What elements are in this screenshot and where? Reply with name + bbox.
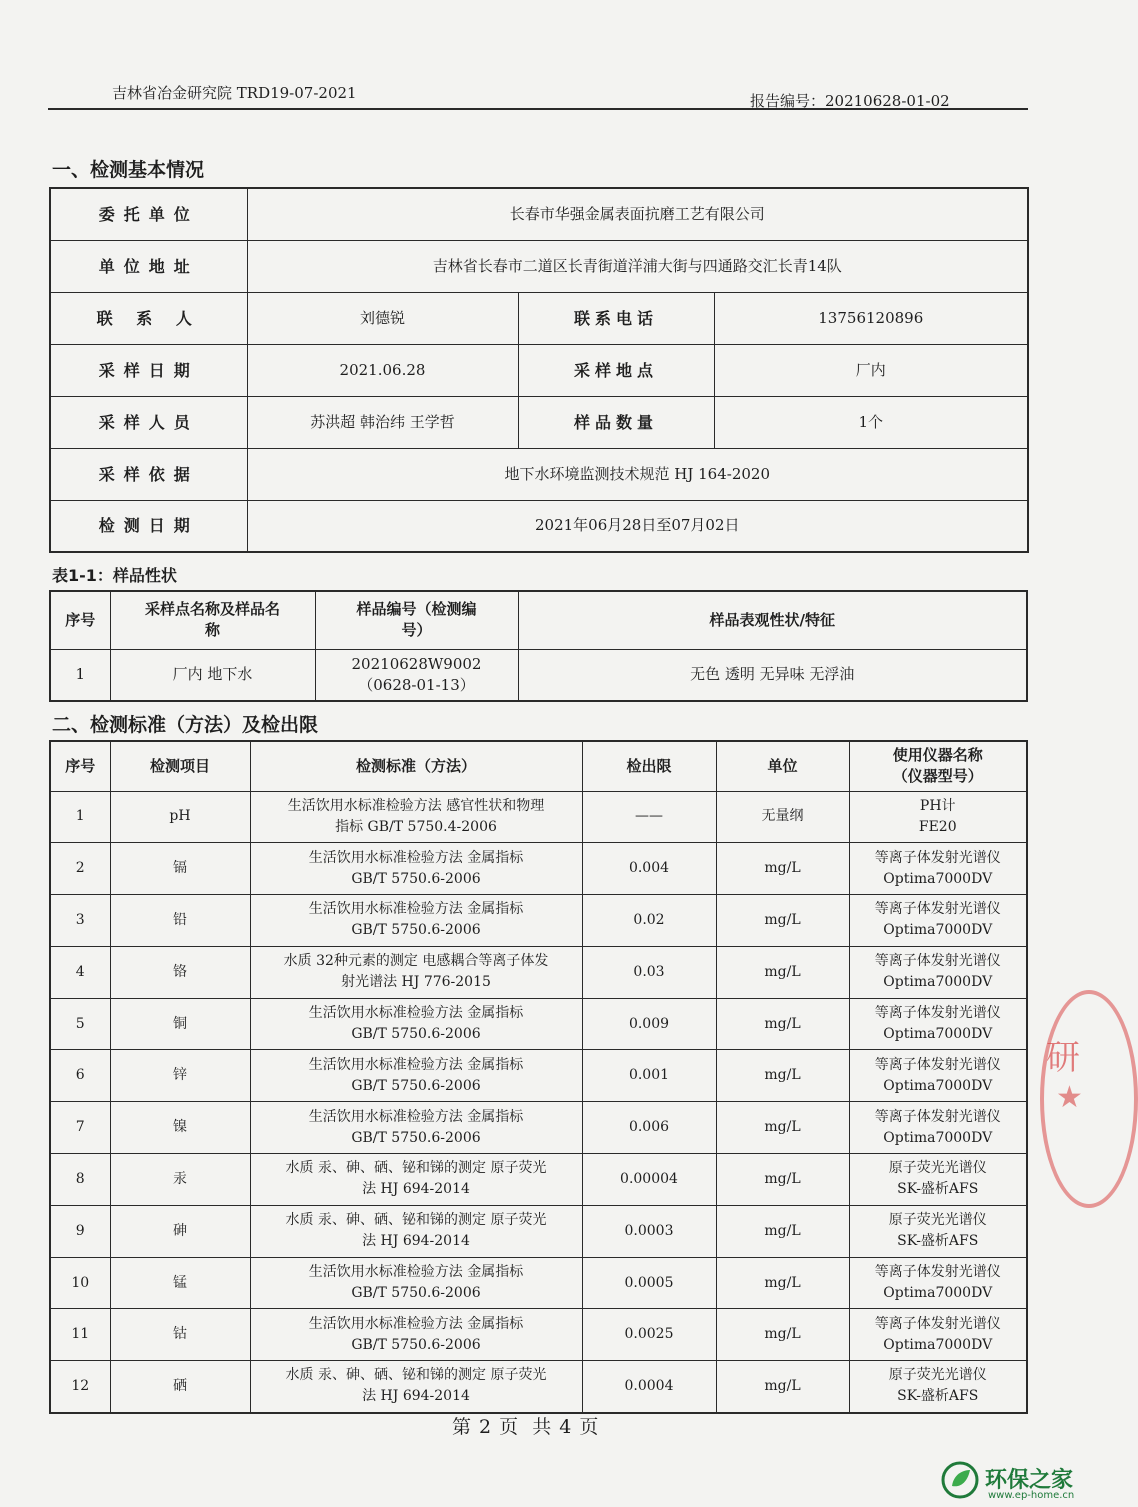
page-footer	[452, 1412, 605, 1439]
table1-header-name: 采样点名称及样品名称	[110, 591, 315, 649]
method-no-line: 10	[71, 1274, 90, 1291]
method-item	[110, 1102, 250, 1154]
method-limit-line: 0.0003	[624, 1222, 674, 1239]
sample-qty-label: 样品数量	[518, 396, 714, 448]
method-unit	[716, 1205, 849, 1257]
method-instrument-line: 等离子体发射光谱仪	[874, 1108, 1001, 1125]
method-limit-line: ——	[635, 808, 663, 825]
method-row	[50, 1257, 1027, 1309]
method-instrument-line: SK-盛析AFS	[897, 1233, 979, 1250]
method-instrument	[849, 791, 1027, 843]
method-standard	[250, 1257, 582, 1309]
method-no	[50, 1205, 110, 1257]
method-no	[50, 1257, 110, 1309]
method-unit-line: mg/L	[764, 963, 801, 980]
header-institute: 吉林省冶金研究院 TRD19-07-2021	[112, 84, 357, 102]
method-item-line: 铅	[173, 911, 187, 928]
table1-row	[50, 649, 1027, 701]
method-standard-line: 生活饮用水标准检验方法 金属指标	[308, 901, 524, 918]
method-standard-line: GB/T 5750.6-2006	[351, 1077, 481, 1094]
method-no-line: 4	[75, 963, 85, 980]
section2-title: 二、检测标准（方法）及检出限	[52, 714, 319, 736]
table1-header-appearance: 样品表观性状/特征	[518, 591, 1027, 649]
method-row	[50, 843, 1027, 895]
client-label: 委托单位	[50, 188, 247, 240]
footer-total: 共 4 页	[532, 1416, 600, 1438]
method-limit-line: 0.0004	[624, 1377, 674, 1394]
method-no	[50, 1309, 110, 1361]
sample-date-label: 采样日期	[50, 344, 247, 396]
method-item-line: 镉	[173, 860, 187, 877]
method-header-item: 检测项目	[110, 741, 250, 791]
method-standard	[250, 1050, 582, 1102]
table1-name: 厂内 地下水	[110, 649, 315, 701]
method-no-line: 8	[75, 1170, 85, 1187]
method-limit-line: 0.0005	[624, 1274, 674, 1291]
method-header-standard: 检测标准（方法）	[250, 741, 582, 791]
method-no-line: 11	[71, 1326, 90, 1343]
header-divider	[48, 108, 1028, 110]
section1-title: 一、检测基本情况	[52, 159, 205, 181]
watermark-name: 环保之家	[985, 1468, 1074, 1493]
method-instrument-line: 原子荧光光谱仪	[888, 1160, 987, 1177]
method-instrument	[849, 946, 1027, 998]
method-instrument	[849, 1102, 1027, 1154]
method-header-instrument-cell	[849, 741, 1027, 791]
method-item-line: 钴	[173, 1326, 187, 1343]
method-instrument	[849, 843, 1027, 895]
method-unit	[716, 998, 849, 1050]
basis-value: 地下水环境监测技术规范 HJ 164-2020	[247, 448, 1028, 500]
table1-caption: 表1-1：样品性状	[52, 566, 177, 585]
method-unit-line: mg/L	[764, 1377, 801, 1394]
table1-header-row	[50, 591, 1027, 649]
client-value: 长春市华强金属表面抗磨工艺有限公司	[247, 188, 1028, 240]
method-instrument-line: 等离子体发射光谱仪	[874, 1264, 1001, 1281]
method-instrument-line: Optima7000DV	[883, 1129, 993, 1146]
method-standard-line: 法 HJ 694-2014	[362, 1181, 470, 1198]
method-limit-line: 0.00004	[620, 1170, 678, 1187]
method-row	[50, 895, 1027, 947]
sampler-value: 苏洪超 韩治纬 王学哲	[247, 396, 518, 448]
method-standard-line: 水质 32种元素的测定 电感耦合等离子体发	[283, 953, 549, 970]
method-item-line: 汞	[173, 1170, 187, 1187]
row-test-date	[50, 500, 1028, 552]
method-limit-line: 0.03	[633, 963, 665, 980]
method-limit-line: 0.001	[628, 1067, 670, 1084]
sample-date-value: 2021.06.28	[247, 344, 518, 396]
method-item	[110, 843, 250, 895]
row-sampler	[50, 396, 1028, 448]
method-instrument-line: Optima7000DV	[883, 974, 993, 991]
method-standard-line: 生活饮用水标准检验方法 感官性状和物理	[287, 797, 545, 814]
method-no	[50, 1102, 110, 1154]
method-no	[50, 998, 110, 1050]
method-limit	[582, 1257, 716, 1309]
method-row	[50, 1361, 1027, 1413]
sample-place-label: 采样地点	[518, 344, 714, 396]
method-unit-line: mg/L	[764, 911, 801, 928]
method-instrument-line: 等离子体发射光谱仪	[874, 1315, 1001, 1332]
method-standard-line: 生活饮用水标准检验方法 金属指标	[308, 1005, 524, 1022]
method-standard-line: 法 HJ 694-2014	[362, 1388, 470, 1405]
method-instrument	[849, 1257, 1027, 1309]
sample-place-value: 厂内	[714, 344, 1028, 396]
method-instrument-line: 等离子体发射光谱仪	[874, 1005, 1001, 1022]
method-header-limit: 检出限	[582, 741, 716, 791]
method-no	[50, 946, 110, 998]
method-limit	[582, 1154, 716, 1206]
method-instrument	[849, 1050, 1027, 1102]
method-item	[110, 1205, 250, 1257]
method-standard-line: 水质 汞、砷、硒、铋和锑的测定 原子荧光	[285, 1212, 547, 1229]
method-instrument	[849, 1154, 1027, 1206]
method-item-line: 硒	[173, 1377, 187, 1394]
method-limit-line: 0.009	[628, 1015, 670, 1032]
method-row	[50, 1102, 1027, 1154]
method-standard-line: 法 HJ 694-2014	[362, 1233, 470, 1250]
method-standard-line: 水质 汞、砷、硒、铋和锑的测定 原子荧光	[285, 1160, 547, 1177]
method-item	[110, 998, 250, 1050]
contact-label: 联 系 人	[50, 292, 247, 344]
method-table	[49, 740, 1028, 1414]
method-standard	[250, 1154, 582, 1206]
method-no	[50, 1050, 110, 1102]
test-date-value: 2021年06月28日至07月02日	[247, 500, 1028, 552]
method-unit	[716, 946, 849, 998]
method-unit	[716, 1257, 849, 1309]
method-unit-line: mg/L	[764, 1326, 801, 1343]
method-instrument-line: SK-盛析AFS	[897, 1181, 979, 1198]
method-row	[50, 791, 1027, 843]
method-item	[110, 1050, 250, 1102]
method-item	[110, 946, 250, 998]
method-limit	[582, 1309, 716, 1361]
method-header-no: 序号	[50, 741, 110, 791]
method-instrument-line: 等离子体发射光谱仪	[874, 953, 1001, 970]
method-item-line: 砷	[173, 1222, 187, 1239]
method-limit	[582, 1205, 716, 1257]
method-standard-line: 水质 汞、砷、硒、铋和锑的测定 原子荧光	[285, 1367, 547, 1384]
sample-qty-value: 1个	[714, 396, 1028, 448]
row-contact	[50, 292, 1028, 344]
method-limit-line: 0.006	[628, 1119, 670, 1136]
method-standard-line: GB/T 5750.6-2006	[351, 870, 481, 887]
method-instrument-line: 原子荧光光谱仪	[888, 1367, 987, 1384]
stamp-text: 研	[1046, 1038, 1080, 1078]
sample-property-table	[49, 590, 1028, 702]
method-limit-line: 0.004	[628, 860, 670, 877]
method-item	[110, 1309, 250, 1361]
method-item-line: pH	[169, 808, 191, 825]
method-instrument-line: SK-盛析AFS	[897, 1388, 979, 1405]
method-item	[110, 1154, 250, 1206]
row-address	[50, 240, 1028, 292]
row-client	[50, 188, 1028, 240]
phone-value: 13756120896	[714, 292, 1028, 344]
method-instrument-line: Optima7000DV	[883, 1077, 993, 1094]
method-no	[50, 791, 110, 843]
method-instrument-line: 等离子体发射光谱仪	[874, 849, 1001, 866]
method-standard-line: 射光谱法 HJ 776-2015	[341, 974, 491, 991]
method-standard	[250, 1102, 582, 1154]
method-standard	[250, 791, 582, 843]
method-row	[50, 1205, 1027, 1257]
stamp-star-icon: ★	[1056, 1080, 1083, 1115]
table1-test-id: （0628-01-13）	[358, 675, 475, 694]
method-no-line: 3	[75, 911, 85, 928]
method-unit-line: mg/L	[764, 860, 801, 877]
method-instrument-line: Optima7000DV	[883, 922, 993, 939]
row-sample-date	[50, 344, 1028, 396]
method-standard-line: GB/T 5750.6-2006	[351, 922, 481, 939]
method-row	[50, 1154, 1027, 1206]
method-unit	[716, 1309, 849, 1361]
method-unit	[716, 843, 849, 895]
method-no	[50, 1361, 110, 1413]
method-unit	[716, 1154, 849, 1206]
sampler-label: 采样人员	[50, 396, 247, 448]
table1-id-cell	[315, 649, 518, 701]
method-unit	[716, 1102, 849, 1154]
method-no-line: 1	[75, 808, 85, 825]
method-standard-line: GB/T 5750.6-2006	[351, 1285, 481, 1302]
method-item	[110, 791, 250, 843]
method-standard	[250, 1309, 582, 1361]
method-no-line: 12	[71, 1377, 90, 1394]
method-limit	[582, 1361, 716, 1413]
method-standard-line: GB/T 5750.6-2006	[351, 1336, 481, 1353]
method-row	[50, 946, 1027, 998]
method-instrument-line: PH计	[919, 797, 956, 814]
method-standard	[250, 1361, 582, 1413]
leaf-logo-icon	[940, 1460, 980, 1500]
table1-header-id: 样品编号（检测编号）	[315, 591, 518, 649]
method-instrument	[849, 1205, 1027, 1257]
method-standard-line: 指标 GB/T 5750.4-2006	[335, 818, 497, 835]
method-instrument-line: Optima7000DV	[883, 1336, 993, 1353]
method-unit-line: mg/L	[764, 1015, 801, 1032]
method-unit-line: 无量纲	[761, 808, 804, 825]
method-limit	[582, 998, 716, 1050]
method-standard	[250, 1205, 582, 1257]
method-standard-line: 生活饮用水标准检验方法 金属指标	[308, 1315, 524, 1332]
address-value: 吉林省长春市二道区长青街道洋浦大街与四通路交汇长青14队	[247, 240, 1028, 292]
method-instrument	[849, 895, 1027, 947]
method-limit	[582, 946, 716, 998]
method-header-unit: 单位	[716, 741, 849, 791]
method-header-instrument: 使用仪器名称	[892, 746, 983, 765]
table1-appearance: 无色 透明 无异味 无浮油	[518, 649, 1027, 701]
method-limit	[582, 895, 716, 947]
method-item-line: 铜	[173, 1015, 187, 1032]
method-no	[50, 895, 110, 947]
table1-header-no: 序号	[50, 591, 110, 649]
method-no	[50, 1154, 110, 1206]
basic-info-table	[49, 187, 1029, 553]
method-header-model: （仪器型号）	[892, 767, 983, 786]
test-date-label: 检测日期	[50, 500, 247, 552]
address-label: 单位地址	[50, 240, 247, 292]
method-unit	[716, 1361, 849, 1413]
method-instrument-line: Optima7000DV	[883, 1285, 993, 1302]
method-unit	[716, 895, 849, 947]
method-row	[50, 1309, 1027, 1361]
table1-no: 1	[50, 649, 110, 701]
method-unit-line: mg/L	[764, 1222, 801, 1239]
method-row	[50, 1050, 1027, 1102]
method-standard-line: GB/T 5750.6-2006	[351, 1129, 481, 1146]
method-unit-line: mg/L	[764, 1067, 801, 1084]
method-instrument	[849, 998, 1027, 1050]
red-stamp	[1040, 990, 1138, 1208]
method-limit-line: 0.0025	[624, 1326, 674, 1343]
method-standard	[250, 843, 582, 895]
method-item-line: 铬	[173, 963, 187, 980]
method-unit-line: mg/L	[764, 1274, 801, 1291]
method-standard-line: 生活饮用水标准检验方法 金属指标	[308, 1056, 524, 1073]
method-unit	[716, 1050, 849, 1102]
method-limit	[582, 843, 716, 895]
method-limit-line: 0.02	[633, 911, 665, 928]
method-no-line: 7	[75, 1119, 85, 1136]
phone-label: 联系电话	[518, 292, 714, 344]
basis-label: 采样依据	[50, 448, 247, 500]
method-limit	[582, 791, 716, 843]
method-no	[50, 843, 110, 895]
method-instrument-line: 原子荧光光谱仪	[888, 1212, 987, 1229]
method-limit	[582, 1050, 716, 1102]
method-no-line: 6	[75, 1067, 85, 1084]
method-standard	[250, 946, 582, 998]
method-unit-line: mg/L	[764, 1119, 801, 1136]
method-instrument	[849, 1309, 1027, 1361]
method-item	[110, 1257, 250, 1309]
method-unit-line: mg/L	[764, 1170, 801, 1187]
row-basis	[50, 448, 1028, 500]
method-standard-line: 生活饮用水标准检验方法 金属指标	[308, 1264, 524, 1281]
method-instrument-line: Optima7000DV	[883, 870, 993, 887]
method-item-line: 镍	[173, 1119, 187, 1136]
method-limit	[582, 1102, 716, 1154]
table1-sample-id: 20210628W9002	[351, 654, 482, 673]
footer-page: 第 2 页	[452, 1416, 520, 1438]
method-instrument-line: 等离子体发射光谱仪	[874, 1056, 1001, 1073]
watermark-url: www.ep-home.cn	[988, 1490, 1075, 1501]
method-no-line: 9	[75, 1222, 85, 1239]
method-no-line: 2	[75, 860, 85, 877]
contact-value: 刘德锐	[247, 292, 518, 344]
method-standard-line: 生活饮用水标准检验方法 金属指标	[308, 1108, 524, 1125]
method-standard	[250, 895, 582, 947]
method-standard-line: GB/T 5750.6-2006	[351, 1026, 481, 1043]
method-instrument	[849, 1361, 1027, 1413]
method-row	[50, 998, 1027, 1050]
method-item	[110, 895, 250, 947]
method-instrument-line: Optima7000DV	[883, 1026, 993, 1043]
method-standard-line: 生活饮用水标准检验方法 金属指标	[308, 849, 524, 866]
method-no-line: 5	[75, 1015, 85, 1032]
method-header-row	[50, 741, 1027, 791]
method-standard	[250, 998, 582, 1050]
method-instrument-line: FE20	[918, 818, 957, 835]
header-report-no: 报告编号：20210628-01-02	[750, 92, 950, 110]
method-instrument-line: 等离子体发射光谱仪	[874, 901, 1001, 918]
method-item-line: 锰	[173, 1274, 187, 1291]
method-item	[110, 1361, 250, 1413]
method-unit	[716, 791, 849, 843]
method-item-line: 锌	[173, 1067, 187, 1084]
